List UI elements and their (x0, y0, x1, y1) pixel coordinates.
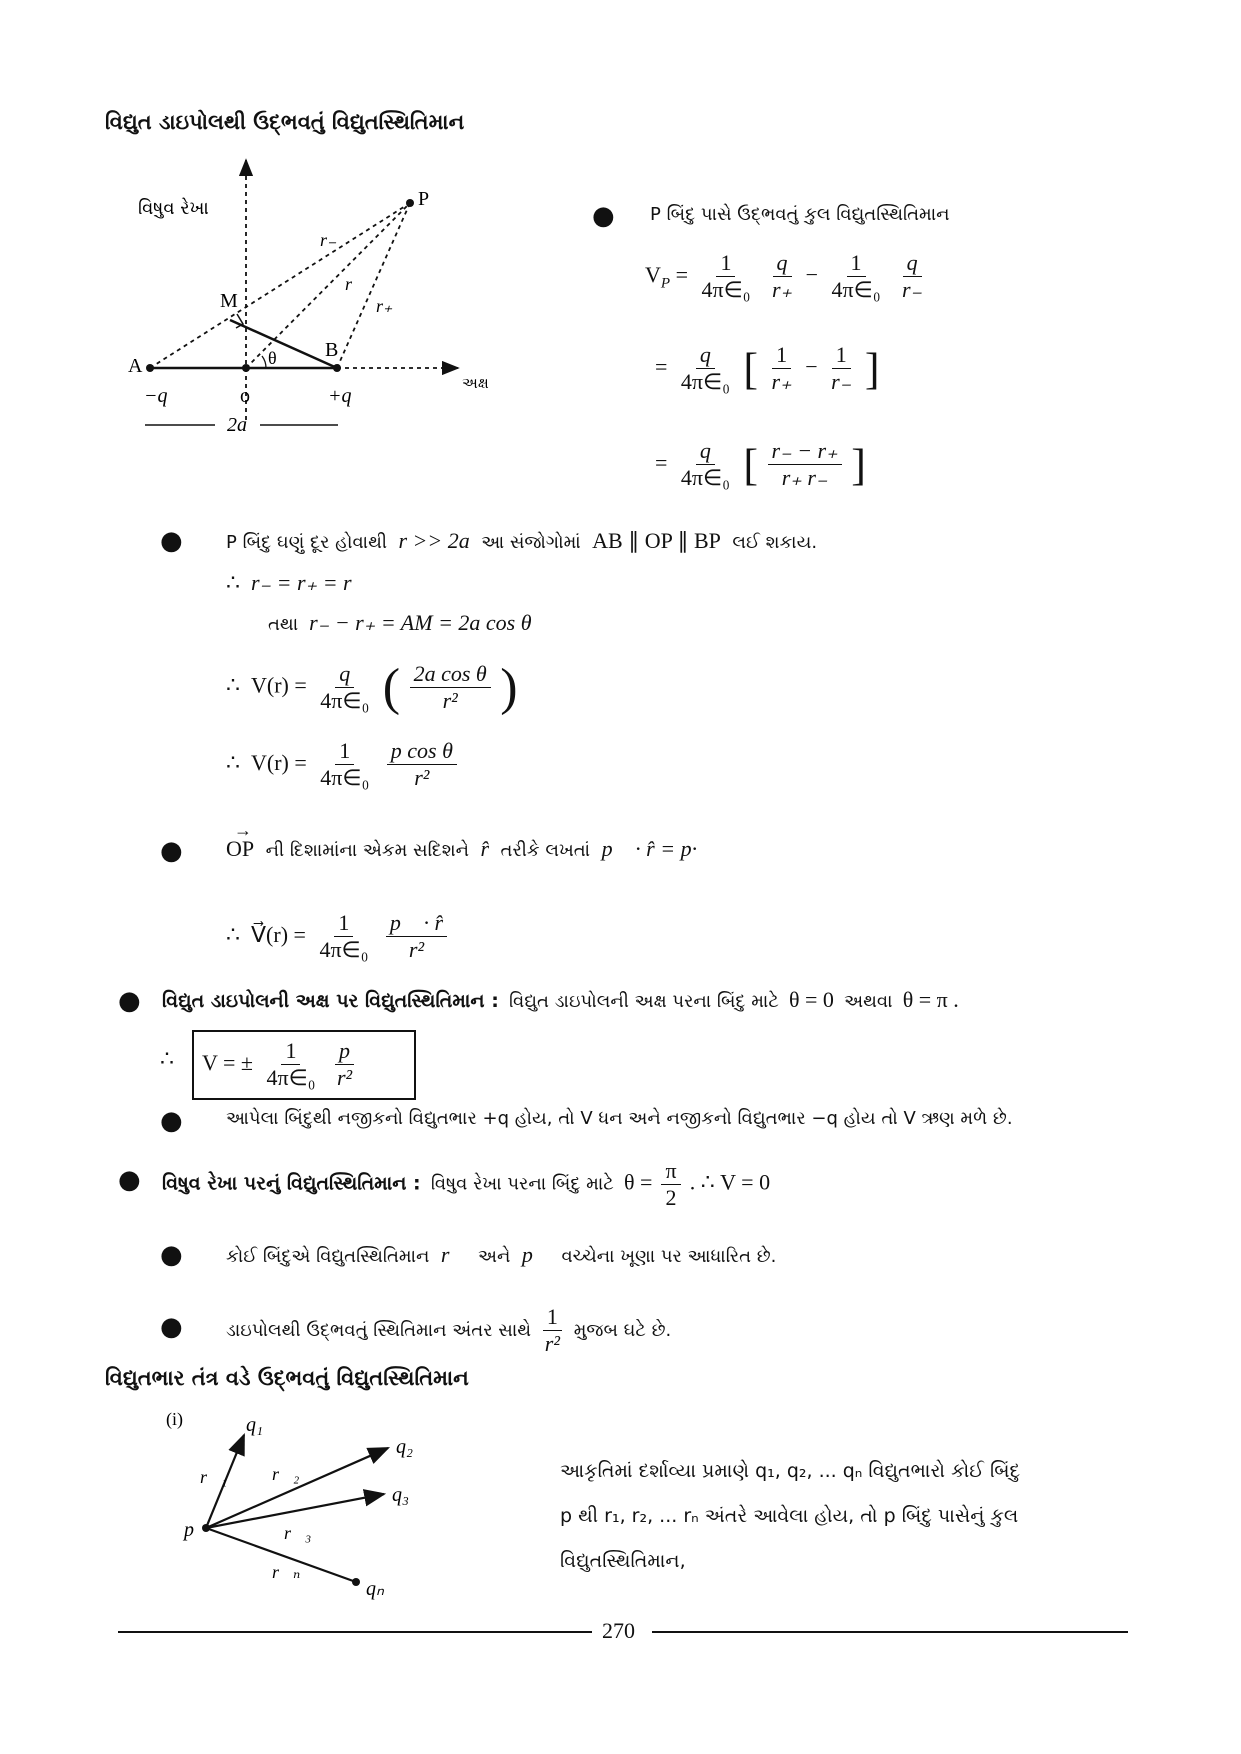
label-2a: 2a (227, 414, 247, 436)
point-O (242, 364, 250, 372)
label-qn: qₙ (366, 1578, 384, 1600)
remark-2: ડાઇપોલથી ઉદ્‌ભવતું સ્થિતિમાન અંતર સાથે $\frac{1}{\text{r²}}$ મુજબ ઘટે છે. (226, 1304, 672, 1357)
label-q2: q₂ (396, 1436, 413, 1458)
eq-v-r-2: ∴ V(r) = $\frac{1}{\text{4π∈₀}}$ $\frac{\text{p cos θ}}{\text{r²}}$ (226, 738, 461, 792)
eq-r-equal: ∴ r₋ = r₊ = r (226, 570, 352, 595)
label-A: A (128, 355, 143, 377)
label-p: p (184, 1519, 194, 1541)
axis-label: અક્ષ (462, 374, 489, 392)
label-r1: r⃗₁ (200, 1467, 228, 1487)
point-P (406, 199, 414, 207)
section-heading-dipole: વિદ્યુત ડાઇપોલથી ઉદ્‌ભવતું વિદ્યુતસ્થિતિમાન (105, 110, 465, 134)
system-paragraph-line-1: આકૃતિમાં દર્શાવ્યા પ્રમાણે q₁, q₂, ... qₙ વિદ્યુતભારો કોઈ બિંદુ (560, 1460, 1021, 1482)
label-q3: q₃ (392, 1484, 409, 1506)
system-paragraph-line-3: વિદ્યુતસ્થિતિમાન, (560, 1550, 686, 1572)
eq-r-diff: તથા r₋ − r₊ = AM = 2a cos θ (268, 610, 532, 635)
bullet-remark-1: ● (160, 1240, 183, 1270)
label-r-plus: r₊ (376, 296, 393, 316)
label-pos-q: +q (328, 385, 352, 407)
label-q1: q₁ (246, 1414, 263, 1436)
remark-1: કોઈ બિંદુએ વિદ્યુતસ્થિતિમાન r⃗ અને p⃗ વચ્ચેના ખૂણા પર આધારિત છે. (226, 1242, 777, 1267)
vp-equation-2: = $\frac{q}{\text{4π∈₀}}$ [ $\frac{1}{r_+}$ − $\frac{1}{r_-}$ ] (655, 342, 880, 395)
eq-v-vec: ∴ V⃗(r) = $\frac{1}{\text{4π∈₀}}$ $\frac{p⃗ \cdot r̂}{\text{r²}}$ (226, 910, 451, 964)
dipole-figure (100, 150, 520, 440)
eq-v-r-1: ∴ V(r) = $\frac{q}{\text{4π∈₀}}$ ( $\frac{\text{2a cos θ}}{\text{r²}}$ ) (226, 659, 518, 716)
unit-vector-line: → OP ની દિશામાંના એકમ સદિશને r̂ તરીકે લખતાં p⃗ · r̂ = p· (226, 820, 698, 861)
point-A (146, 364, 154, 372)
theta-arc (262, 356, 266, 368)
equatorial-line: વિષુવ રેખા પરનું વિદ્યુતસ્થિતિમાન : વિષુવ રેખા પરના બિંદુ માટે θ = $\frac{\pi}{2}$ . ∴ V = 0 (162, 1158, 771, 1211)
far-point-line: P બિંદુ ઘણું દૂર હોવાથી r >> 2a આ સંજોગોમાં AB ∥ OP ∥ BP લઈ શકાય. (226, 528, 818, 553)
bullet-unit: ● (160, 836, 183, 866)
label-r: r (345, 274, 353, 294)
therefore-axis: ∴ (160, 1046, 174, 1071)
label-P: P (418, 188, 430, 210)
page-number: 270 (602, 1618, 635, 1643)
system-paragraph-line-2: p થી r₁, r₂, ... rₙ અંતરે આવેલા હોય, તો p બિંદુ પાસેનું કુલ (560, 1505, 1019, 1527)
bullet-remark-2: ● (160, 1312, 183, 1342)
label-M: M (220, 290, 238, 312)
label-theta: θ (268, 348, 277, 368)
label-o: o (240, 385, 250, 407)
label-r-minus: r₋ (320, 230, 337, 250)
bullet-equatorial: ● (118, 1165, 141, 1195)
label-B: B (325, 339, 339, 361)
bullet-far: ● (160, 526, 183, 556)
footer-rule-right (652, 1631, 1128, 1633)
vp-equation-1: $V_P$ = $\frac{1}{\text{4π∈₀}}$ $\frac{q}{r_+}$ − $\frac{1}{\text{4π∈₀}}$ $\frac{q}{r_-}$ (645, 250, 923, 303)
charges-figure (160, 1405, 460, 1605)
label-rn: r⃗ₙ (272, 1562, 301, 1582)
label-neg-q: −q (144, 385, 168, 407)
bullet-total: ● (592, 201, 615, 231)
point-B (333, 364, 341, 372)
axis-note: આપેલા બિંદુથી નજીકનો વિદ્યુતભાર +q હોય, તો V ધન અને નજીકનો વિદ્યુતભાર −q હોય તો V ઋણ મળે છે. (226, 1108, 1013, 1129)
bullet-axis-note: ● (160, 1106, 183, 1136)
section-heading-system: વિદ્યુતભાર તંત્ર વડે ઉદ્‌ભવતું વિદ્યુતસ્થિતિમાન (105, 1366, 469, 1390)
equator-label: વિષુવ રેખા (138, 198, 209, 219)
boxed-equation: V = ± $\frac{1}{\text{4π∈₀}}$ $\frac{p}{\text{r²}}$ (192, 1030, 416, 1100)
vp-equation-3: = $\frac{q}{\text{4π∈₀}}$ [ $\frac{r_- - r_+}{r_+ r_-}$ ] (655, 438, 866, 491)
total-potential-text: P બિંદુ પાસે ઉદ્‌ભવતું કુલ વિદ્યુતસ્થિતિમાન (650, 204, 950, 225)
bullet-axis: ● (118, 986, 141, 1016)
axis-potential-line: વિદ્યુત ડાઇપોલની અક્ષ પર વિદ્યુતસ્થિતિમાન : વિદ્યુત ડાઇપોલની અક્ષ પરના બિંદુ માટે θ = 0 અથવા θ = π . (162, 987, 959, 1012)
label-r2: r⃗₂ (272, 1464, 300, 1484)
label-i: (i) (166, 1409, 183, 1429)
label-r3: r⃗₃ (284, 1523, 312, 1543)
footer-rule-left (118, 1631, 592, 1633)
point-qn (352, 1578, 360, 1586)
point-p (202, 1524, 210, 1532)
